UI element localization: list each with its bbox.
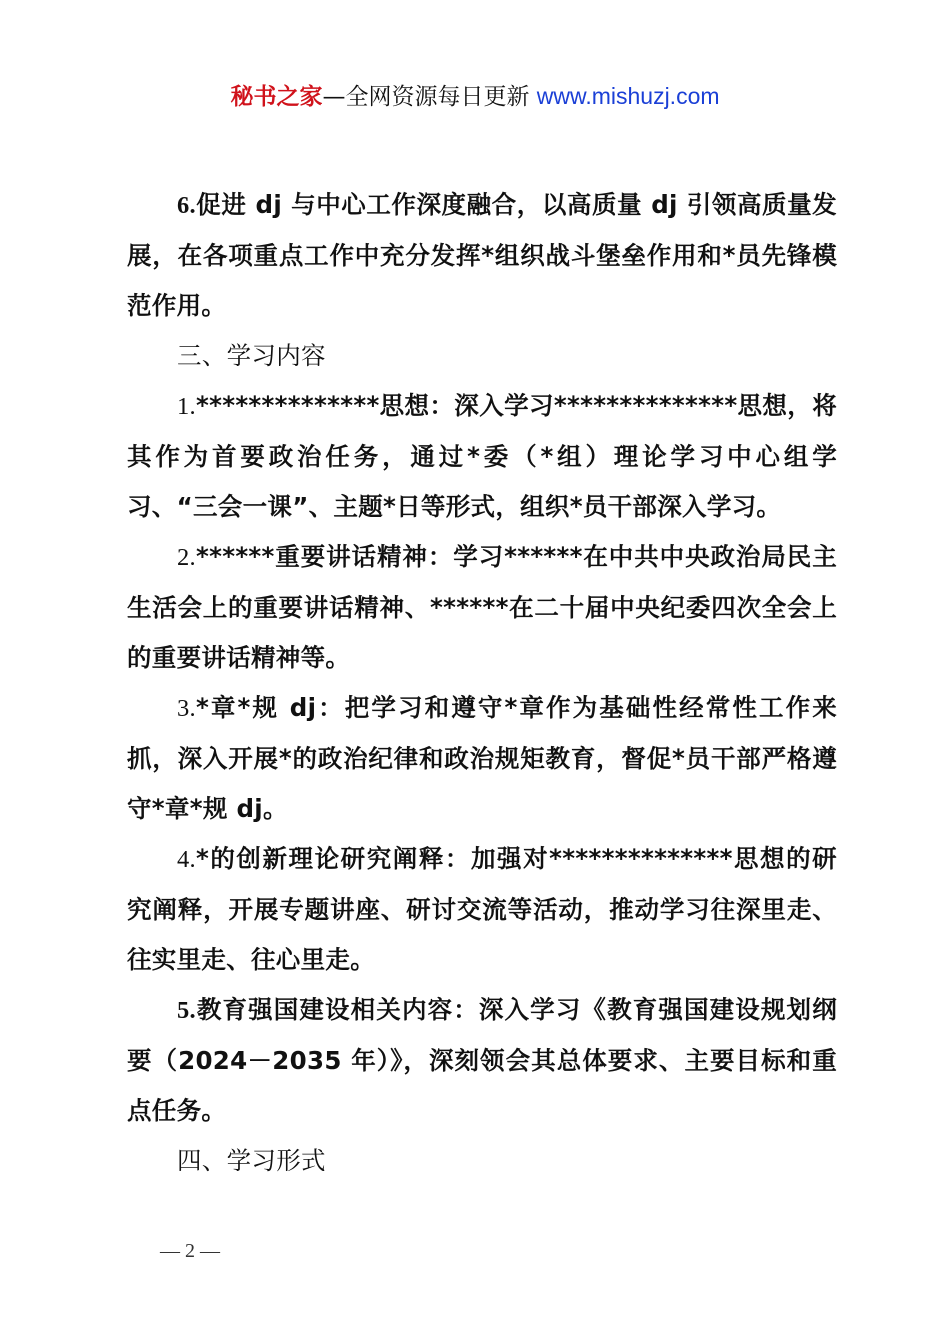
item-number: 1. (177, 393, 196, 420)
paragraph-item-2 (127, 532, 837, 683)
paragraph-item-1 (127, 381, 837, 532)
item-number: 3. (177, 695, 196, 722)
item-text: **************思想：深入学习**************思想，将其作为首要政治任务，通过*委（*组）理论学习中心组学习、“三会一课”、主题*日等形式，组织*员干部深入学习。 (127, 391, 837, 521)
header-tagline: —全网资源每日更新 (322, 84, 530, 110)
page-number: — 2 — (160, 1240, 220, 1262)
site-header (0, 80, 950, 113)
item-number: 4. (177, 846, 196, 873)
section-heading-4: 四、学习形式 (177, 1146, 326, 1175)
item-text: 教育强国建设相关内容：深入学习《教育强国建设规划纲要（2024－2035 年）》，深刻领会其总体要求、主要目标和重点任务。 (127, 995, 837, 1125)
item-number: 5. (177, 997, 196, 1024)
site-url-link[interactable]: www.mishuzj.com (536, 83, 720, 109)
document-body (127, 180, 837, 1186)
item-text: 促进 dj 与中心工作深度融合，以高质量 dj 引领高质量发展，在各项重点工作中充分发挥*组织战斗堡垒作用和*员先锋模范作用。 (127, 190, 837, 320)
paragraph-item-6 (127, 180, 837, 331)
item-text: ******重要讲话精神：学习******在中共中央政治局民主生活会上的重要讲话精神、******在二十届中央纪委四次全会上的重要讲话精神等。 (127, 542, 837, 672)
item-number: 6. (177, 192, 196, 219)
paragraph-item-4 (127, 834, 837, 985)
item-number: 2. (177, 544, 196, 571)
section-heading-3: 三、学习内容 (177, 341, 326, 370)
brand-name: 秘书之家 (230, 84, 323, 110)
paragraph-item-5 (127, 985, 837, 1136)
item-text: *的创新理论研究阐释：加强对**************思想的研究阐释，开展专题讲座、研讨交流等活动，推动学习往深里走、往实里走、往心里走。 (127, 844, 837, 974)
paragraph-item-3 (127, 683, 837, 834)
item-text: *章*规 dj：把学习和遵守*章作为基础性经常性工作来抓，深入开展*的政治纪律和政治规矩教育，督促*员干部严格遵守*章*规 dj。 (127, 693, 837, 823)
